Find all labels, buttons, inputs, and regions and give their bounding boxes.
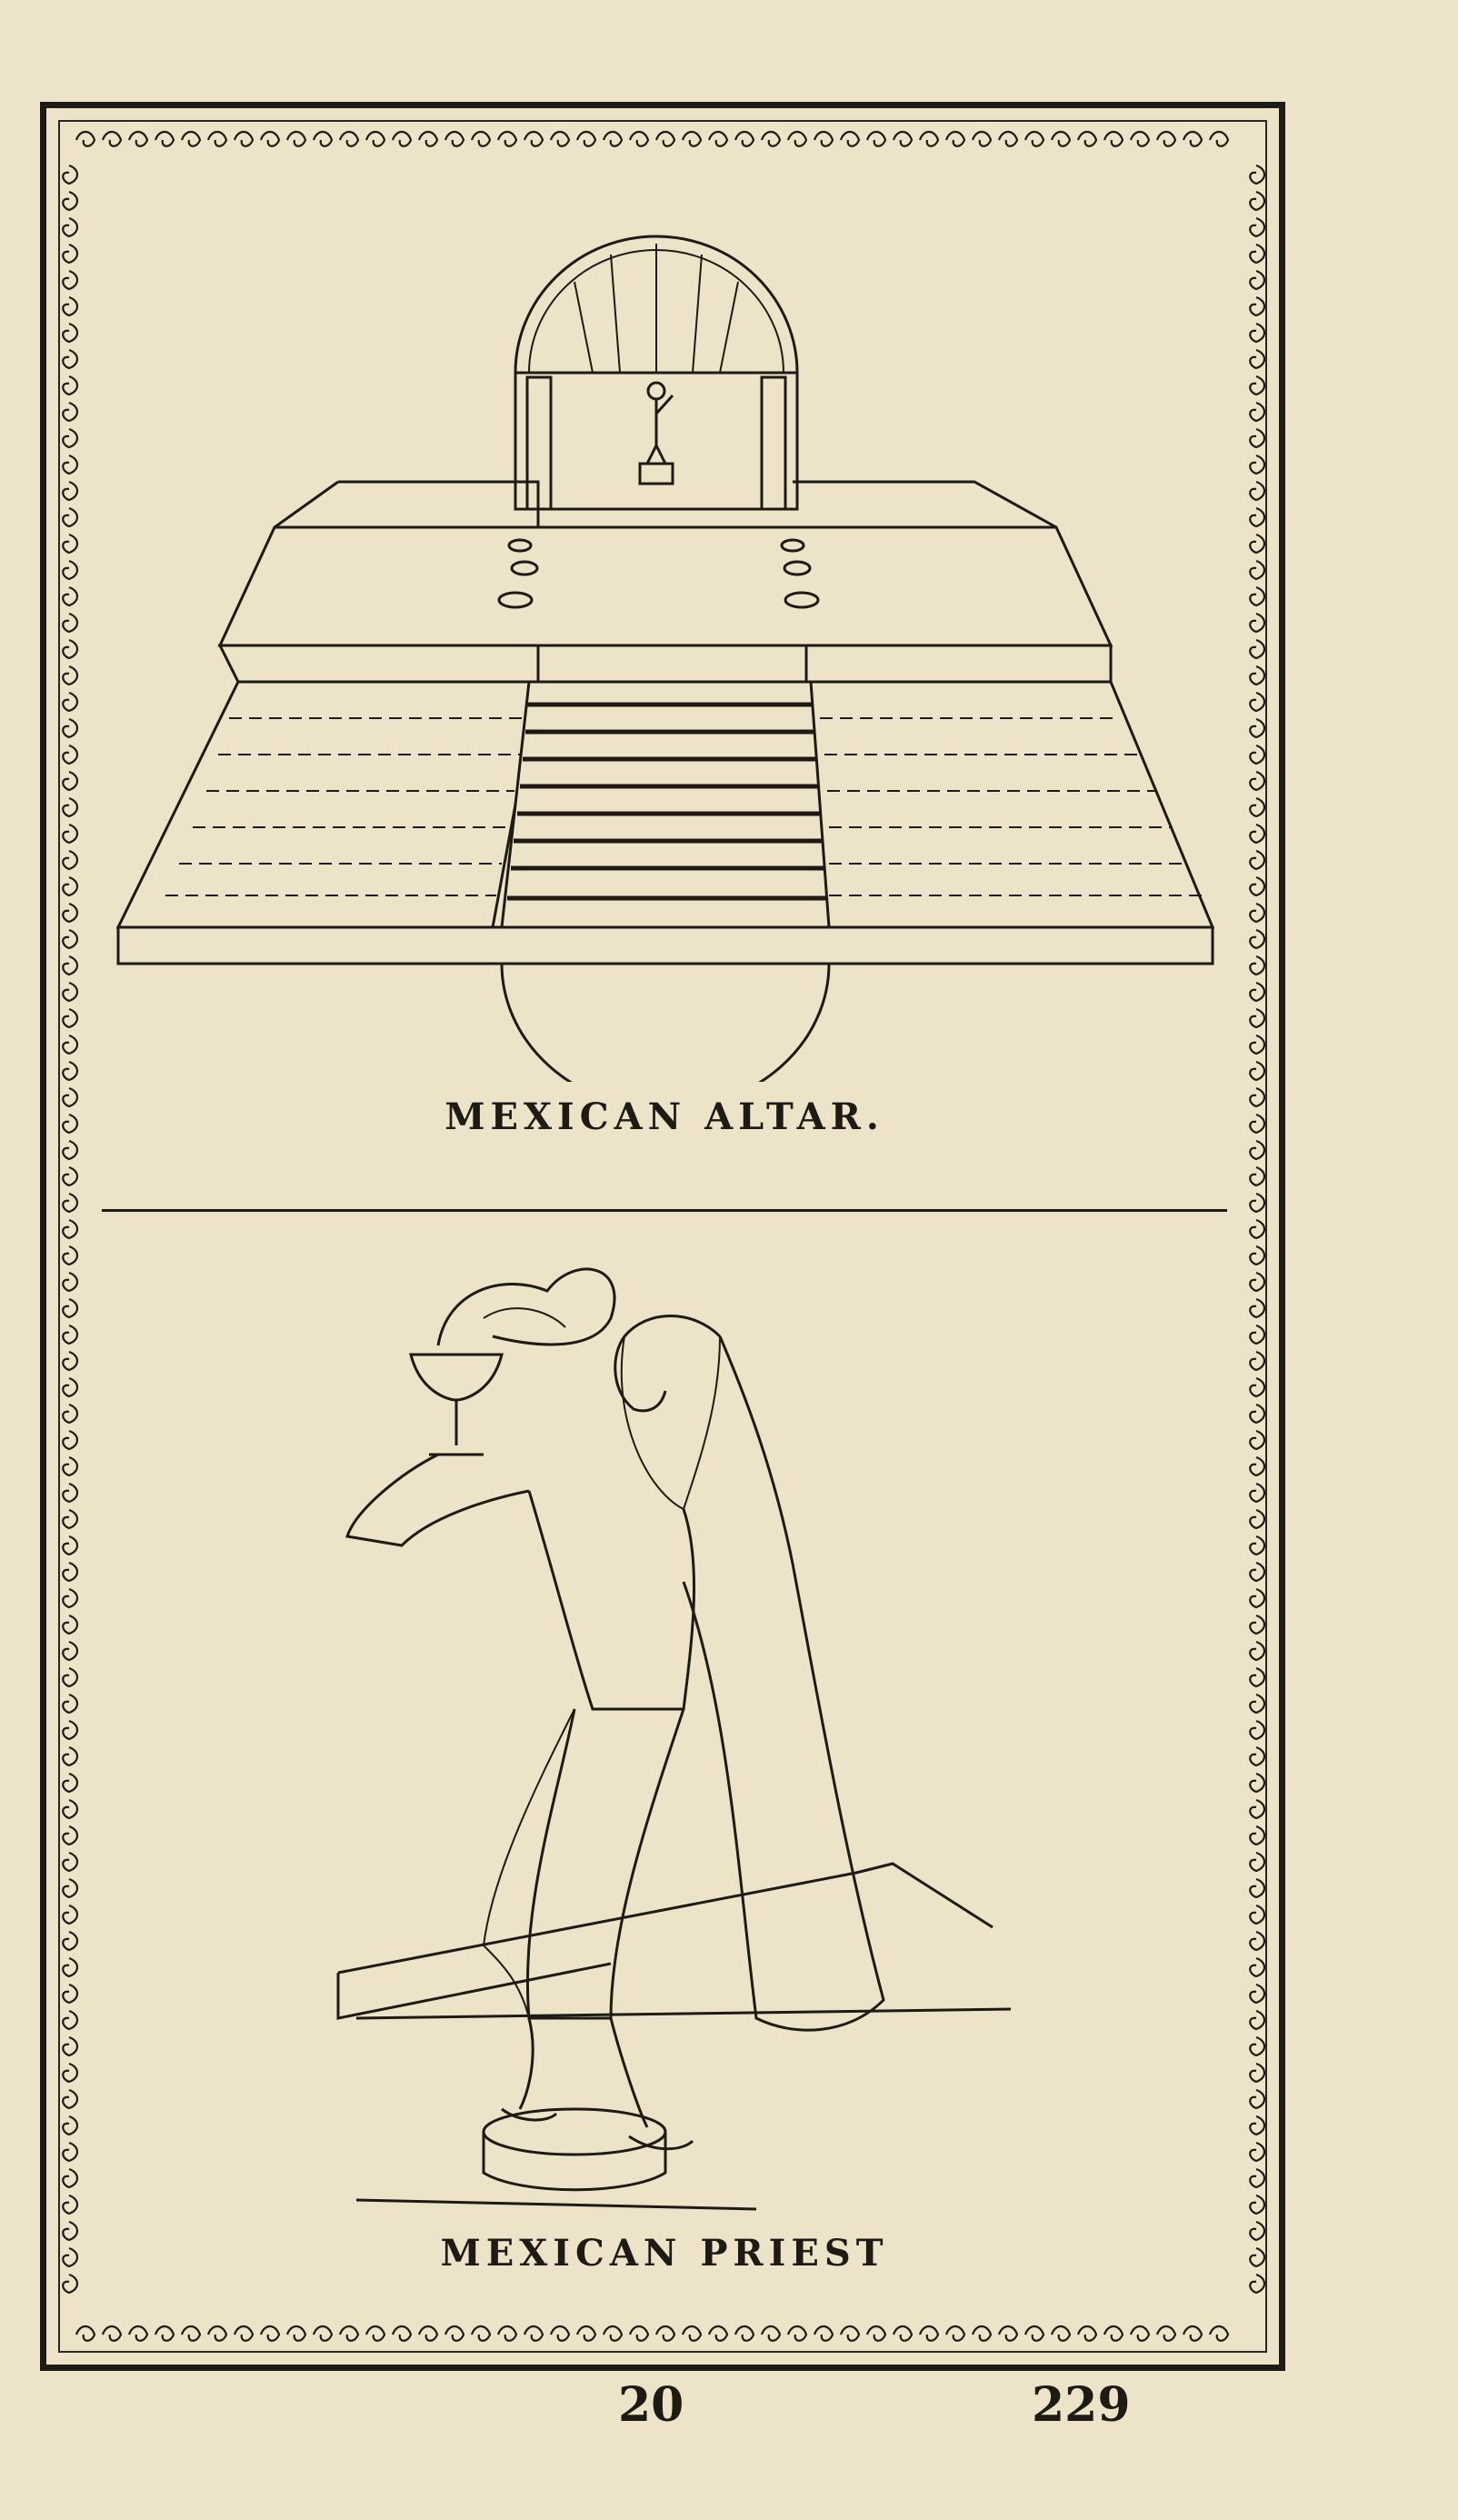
altar-illustration (102, 173, 1227, 1082)
scroll-ornament (63, 877, 77, 895)
scroll-ornament (63, 798, 77, 816)
scroll-ornament (63, 1642, 77, 1660)
scroll-ornament (366, 2326, 384, 2341)
scroll-ornament (1157, 2326, 1175, 2341)
scroll-ornament (63, 1325, 77, 1344)
scroll-ornament (788, 132, 806, 146)
scroll-ornament (63, 1035, 77, 1054)
scroll-ornament (1052, 2326, 1070, 2341)
scroll-ornament (63, 1747, 77, 1765)
scroll-ornament (445, 2326, 464, 2341)
scroll-ornament (63, 1009, 77, 1027)
scroll-ornament (63, 429, 77, 447)
scroll-ornament (63, 482, 77, 500)
scroll-ornament (1104, 132, 1123, 146)
scroll-ornament (762, 2326, 780, 2341)
scroll-ornament (1078, 132, 1096, 146)
scroll-ornament (63, 1826, 77, 1845)
scroll-ornament (551, 2326, 569, 2341)
scroll-ornament (63, 2090, 77, 2108)
scroll-ornament (630, 2326, 648, 2341)
scroll-ornament (1250, 1088, 1264, 1106)
scroll-ornament (366, 132, 384, 146)
scroll-ornament (63, 1378, 77, 1396)
scroll-ornament (63, 1615, 77, 1634)
scroll-ornament (63, 640, 77, 658)
scroll-ornament (1250, 1615, 1264, 1634)
scroll-ornament (1250, 1431, 1264, 1449)
scroll-ornament (1250, 1642, 1264, 1660)
scroll-ornament (1250, 324, 1264, 342)
scroll-ornament (63, 165, 77, 184)
scroll-ornament (1250, 2248, 1264, 2266)
scroll-ornament (1250, 798, 1264, 816)
scroll-ornament (63, 1879, 77, 1897)
scroll-ornament (1104, 2326, 1123, 2341)
scroll-ornament (63, 1246, 77, 1265)
scroll-ornament (1250, 1589, 1264, 1607)
scroll-ornament (1250, 1325, 1264, 1344)
scroll-ornament (1250, 1800, 1264, 1818)
scroll-ornament (1250, 1352, 1264, 1370)
scroll-ornament (604, 2326, 622, 2341)
scroll-ornament (1025, 132, 1044, 146)
scroll-ornament (1250, 561, 1264, 579)
scroll-ornament (1210, 132, 1228, 146)
scroll-ornament (1250, 2169, 1264, 2187)
scroll-ornament (63, 719, 77, 737)
scroll-ornament (735, 132, 754, 146)
scroll-ornament (1250, 2143, 1264, 2161)
scroll-ornament (1250, 1405, 1264, 1423)
scroll-ornament (920, 2326, 938, 2341)
scroll-ornament (235, 2326, 253, 2341)
priest-caption: MEXICAN PRIEST (440, 2232, 889, 2275)
scroll-ornament (63, 1695, 77, 1713)
scroll-ornament (63, 2169, 77, 2187)
scroll-ornament (76, 2326, 95, 2341)
scroll-ornament (63, 1589, 77, 1607)
scroll-ornament (393, 2326, 411, 2341)
scroll-ornament (683, 132, 701, 146)
scroll-ornament (735, 2326, 754, 2341)
scroll-ornament (577, 2326, 595, 2341)
scroll-ornament (1183, 2326, 1202, 2341)
scroll-ornament (1250, 1774, 1264, 1792)
scroll-ornament (63, 1668, 77, 1686)
scroll-ornament (63, 1800, 77, 1818)
scroll-ornament (63, 1774, 77, 1792)
scroll-ornament (1250, 1668, 1264, 1686)
scroll-ornament (63, 693, 77, 711)
scroll-ornament (129, 132, 147, 146)
scroll-ornament (1250, 614, 1264, 632)
scroll-ornament (630, 132, 648, 146)
scroll-ornament (63, 1958, 77, 1976)
scroll-ornament (1250, 693, 1264, 711)
scroll-ornament (1250, 1299, 1264, 1317)
scroll-ornament (1250, 218, 1264, 236)
scroll-ornament (103, 2326, 121, 2341)
scroll-ornament (63, 2248, 77, 2266)
scroll-ornament (63, 2195, 77, 2214)
scroll-ornament (1250, 1484, 1264, 1502)
scroll-ornament (63, 297, 77, 315)
scroll-ornament (63, 851, 77, 869)
scroll-ornament (1250, 640, 1264, 658)
scroll-ornament (920, 132, 938, 146)
scroll-ornament (1250, 2011, 1264, 2029)
plate-divider (102, 1209, 1227, 1212)
scroll-ornament (63, 1220, 77, 1238)
scroll-ornament (841, 2326, 859, 2341)
scroll-ornament (1157, 132, 1175, 146)
scroll-ornament (63, 1273, 77, 1291)
scroll-ornament (63, 614, 77, 632)
scroll-ornament (577, 132, 595, 146)
scroll-ornament (894, 2326, 912, 2341)
scroll-ornament (314, 2326, 332, 2341)
scroll-ornament (1250, 1721, 1264, 1739)
scroll-ornament (63, 983, 77, 1001)
scroll-ornament (683, 2326, 701, 2341)
scroll-ornament (1250, 851, 1264, 869)
scroll-ornament (287, 2326, 305, 2341)
scroll-ornament (63, 1299, 77, 1317)
scroll-ornament (1250, 2222, 1264, 2240)
scroll-ornament (261, 132, 279, 146)
scroll-ornament (604, 132, 622, 146)
scroll-ornament (63, 587, 77, 605)
scroll-ornament (287, 132, 305, 146)
scroll-ornament (63, 825, 77, 843)
scroll-ornament (1250, 482, 1264, 500)
scroll-ornament (1250, 2195, 1264, 2214)
scroll-ornament (1250, 1853, 1264, 1871)
scroll-ornament (63, 2222, 77, 2240)
scroll-ornament (1250, 1378, 1264, 1396)
scroll-ornament (1250, 1035, 1264, 1054)
scroll-ornament (1250, 1141, 1264, 1159)
scroll-ornament (63, 1985, 77, 2003)
scroll-ornament (63, 1405, 77, 1423)
scroll-ornament (63, 2143, 77, 2161)
scroll-ornament (314, 132, 332, 146)
scroll-ornament (155, 132, 174, 146)
scroll-ornament (63, 376, 77, 395)
scroll-ornament (419, 132, 437, 146)
scroll-ornament (656, 2326, 674, 2341)
signature-mark: 20 (618, 2377, 684, 2433)
scroll-ornament (1025, 2326, 1044, 2341)
scroll-ornament (867, 2326, 885, 2341)
scroll-ornament (63, 1167, 77, 1185)
scroll-ornament (1250, 1932, 1264, 1950)
scroll-ornament (1250, 877, 1264, 895)
scroll-ornament (524, 2326, 543, 2341)
scroll-ornament (1250, 2064, 1264, 2082)
scroll-ornament (1250, 271, 1264, 289)
scroll-ornament (63, 1536, 77, 1555)
scroll-ornament (1250, 1536, 1264, 1555)
scroll-ornament (182, 132, 200, 146)
scroll-ornament (63, 561, 77, 579)
scroll-ornament (1250, 508, 1264, 526)
scroll-ornament (498, 132, 516, 146)
scroll-ornament (1250, 535, 1264, 553)
scroll-ornament (63, 1457, 77, 1475)
scroll-ornament (63, 1853, 77, 1871)
altar-caption: MEXICAN ALTAR. (444, 1095, 884, 1138)
scroll-ornament (1250, 904, 1264, 922)
scroll-ornament (788, 2326, 806, 2341)
scroll-ornament (1250, 1510, 1264, 1528)
scroll-ornament (946, 132, 964, 146)
scroll-ornament (524, 132, 543, 146)
scroll-ornament (129, 2326, 147, 2341)
scroll-ornament (1250, 1009, 1264, 1027)
scroll-ornament (63, 956, 77, 975)
scroll-ornament (1183, 132, 1202, 146)
scroll-ornament (63, 2116, 77, 2135)
scroll-ornament (1131, 2326, 1149, 2341)
scroll-ornament (709, 2326, 727, 2341)
scroll-ornament (1250, 376, 1264, 395)
scroll-ornament (999, 132, 1017, 146)
scroll-ornament (1250, 983, 1264, 1001)
scroll-ornament (63, 1062, 77, 1080)
scroll-ornament (63, 192, 77, 210)
scroll-ornament (63, 271, 77, 289)
scroll-ornament (709, 132, 727, 146)
scroll-ornament (393, 132, 411, 146)
scroll-ornament (1250, 1194, 1264, 1212)
scroll-ornament (63, 508, 77, 526)
page-number: 229 (1032, 2377, 1131, 2433)
scroll-ornament (1250, 350, 1264, 368)
scroll-ornament (261, 2326, 279, 2341)
scroll-ornament (1052, 132, 1070, 146)
scroll-ornament (841, 132, 859, 146)
scroll-ornament (1250, 1695, 1264, 1713)
scroll-ornament (814, 2326, 833, 2341)
scroll-ornament (1250, 2116, 1264, 2135)
scroll-ornament (63, 1194, 77, 1212)
scroll-ornament (1250, 1747, 1264, 1765)
scroll-ornament (63, 904, 77, 922)
scroll-ornament (63, 1932, 77, 1950)
scroll-ornament (182, 2326, 200, 2341)
scroll-ornament (894, 132, 912, 146)
scroll-ornament (63, 535, 77, 553)
scroll-ornament (1250, 587, 1264, 605)
scroll-ornament (814, 132, 833, 146)
scroll-ornament (63, 455, 77, 474)
scroll-ornament (1250, 1985, 1264, 2003)
scroll-ornament (973, 132, 991, 146)
scroll-ornament (1250, 1457, 1264, 1475)
scroll-ornament (1250, 2090, 1264, 2108)
scroll-ornament (999, 2326, 1017, 2341)
scroll-ornament (208, 132, 226, 146)
scroll-ornament (340, 132, 358, 146)
scroll-ornament (1250, 745, 1264, 764)
scroll-ornament (1250, 403, 1264, 421)
scroll-ornament (1250, 1273, 1264, 1291)
scroll-ornament (63, 1721, 77, 1739)
scroll-ornament (1250, 429, 1264, 447)
scroll-ornament (1250, 1220, 1264, 1238)
scroll-ornament (63, 403, 77, 421)
scroll-ornament (103, 132, 121, 146)
scroll-ornament (1250, 719, 1264, 737)
scroll-ornament (1250, 1879, 1264, 1897)
scroll-ornament (1250, 245, 1264, 263)
scroll-ornament (1250, 1246, 1264, 1265)
scroll-ornament (1250, 192, 1264, 210)
scroll-ornament (63, 324, 77, 342)
scroll-ornament (551, 132, 569, 146)
scroll-ornament (1210, 2326, 1228, 2341)
scroll-ornament (63, 1905, 77, 1924)
scroll-ornament (1131, 132, 1149, 146)
scroll-ornament (1250, 825, 1264, 843)
scroll-ornament (63, 2275, 77, 2293)
scroll-ornament (63, 1510, 77, 1528)
scroll-ornament (1250, 455, 1264, 474)
scroll-ornament (946, 2326, 964, 2341)
scroll-ornament (63, 245, 77, 263)
scroll-ornament (1250, 2275, 1264, 2293)
scroll-ornament (63, 930, 77, 948)
scroll-ornament (63, 350, 77, 368)
scroll-ornament (1250, 2037, 1264, 2055)
scroll-ornament (867, 132, 885, 146)
scroll-ornament (1250, 1167, 1264, 1185)
scroll-ornament (472, 132, 490, 146)
scroll-ornament (1250, 1062, 1264, 1080)
scroll-ornament (63, 1563, 77, 1581)
scroll-ornament (445, 132, 464, 146)
scroll-ornament (472, 2326, 490, 2341)
scroll-ornament (63, 2064, 77, 2082)
scroll-ornament (1250, 1563, 1264, 1581)
scroll-ornament (63, 1088, 77, 1106)
scroll-ornament (63, 2011, 77, 2029)
scroll-ornament (656, 132, 674, 146)
scroll-ornament (1250, 772, 1264, 790)
scroll-ornament (235, 132, 253, 146)
scroll-ornament (762, 132, 780, 146)
scroll-ornament (63, 1115, 77, 1133)
scroll-ornament (63, 772, 77, 790)
scroll-ornament (63, 218, 77, 236)
scroll-ornament (1250, 930, 1264, 948)
scroll-ornament (1078, 2326, 1096, 2341)
scroll-ornament (973, 2326, 991, 2341)
scroll-ornament (340, 2326, 358, 2341)
scroll-ornament (208, 2326, 226, 2341)
scroll-ornament (1250, 1905, 1264, 1924)
scroll-ornament (63, 1484, 77, 1502)
scroll-ornament (1250, 956, 1264, 975)
scroll-ornament (63, 1431, 77, 1449)
scroll-ornament (63, 745, 77, 764)
scroll-ornament (419, 2326, 437, 2341)
scroll-ornament (155, 2326, 174, 2341)
scroll-ornament (1250, 297, 1264, 315)
scroll-ornament (1250, 1115, 1264, 1133)
scroll-ornament (63, 666, 77, 685)
scroll-ornament (1250, 165, 1264, 184)
scroll-ornament (76, 132, 95, 146)
scroll-ornament (63, 1141, 77, 1159)
scroll-ornament (63, 1352, 77, 1370)
scroll-ornament (1250, 666, 1264, 685)
scroll-ornament (498, 2326, 516, 2341)
scroll-ornament (1250, 1826, 1264, 1845)
scroll-ornament (63, 2037, 77, 2055)
scroll-ornament (1250, 1958, 1264, 1976)
priest-illustration (102, 1236, 1227, 2218)
